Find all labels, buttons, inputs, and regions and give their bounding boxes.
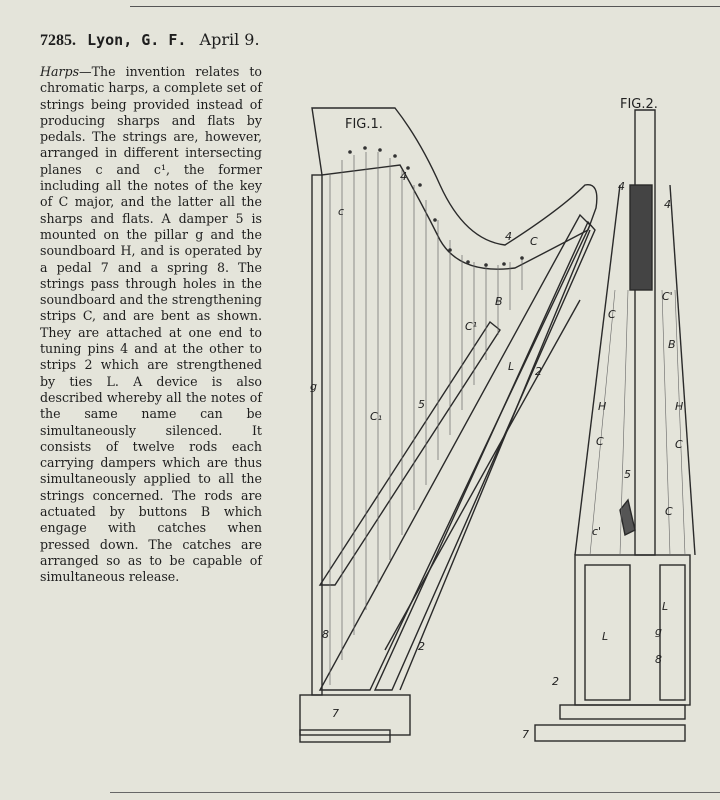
fig1-strings [330, 152, 522, 685]
fig2-neck-block [630, 185, 652, 290]
fig2-label-damper: 5 [624, 468, 631, 481]
fig2-label-c-low: C [665, 505, 673, 518]
fig1-soundboard [320, 215, 590, 690]
tuning-pin [502, 262, 506, 266]
fig1-label-c: c [338, 205, 345, 218]
fig2-label-g: g [655, 625, 662, 638]
fig2-harp [535, 110, 695, 741]
fig2-plinth [560, 705, 685, 719]
fig2-title: FIG.2. [620, 97, 658, 112]
fig2-label-strip: 2 [552, 675, 559, 688]
abstract-body: —The invention relates to chromatic harps, a complete set of strings being provided instead of producing sharps and flats by pedals. The strings are, however, arranged in different intersecting planes c and c¹, the former including all the notes of the key of C major, and the latter all the sharps and flats. A damper 5 is mounted on the pillar g and the soundboard H, and is operated by a pedal 7 and a spring 8. The strings pass through holes in the soundboard and the strengthening strips C, and are bent as shown. They are attached at one end to tuning pins 4 and at the other to strips 2 which are strengthened by ties L. A device is also described whereby all the notes of the same name can be simultaneously silenced. It consists of twelve rods each carrying dampers which are thus simultaneously applied to all the strings concerned. The rods are actuated by buttons B which engage with catches when pressed down. The catches are arranged so as to be capable of simultaneous release. [40, 64, 262, 585]
fig2-label-h-left: H [598, 400, 607, 413]
tuning-pin [348, 150, 352, 154]
fig1-label-c1: C¹ [465, 320, 478, 333]
fig2-base-body [575, 555, 690, 705]
fig1-label-strip: 2 [535, 365, 542, 378]
fig1-damper-bar [320, 322, 500, 585]
tuning-pin [378, 148, 382, 152]
tuning-pin [466, 260, 470, 264]
fig2-label-pin-left: 4 [618, 180, 625, 193]
fig2-label-c1-top: C' [662, 290, 673, 303]
fig1-pillar [312, 175, 322, 695]
fig2-column [635, 110, 655, 555]
fig2-label-c1-low: c' [592, 525, 602, 538]
fig1-title: FIG.1. [345, 117, 383, 132]
tuning-pin [520, 256, 524, 260]
fig1-label-pedal: 7 [332, 707, 339, 720]
fig1-soundboard-back [375, 222, 595, 690]
fig1-label-strip-b: 2 [418, 640, 425, 653]
fig1-harp [300, 108, 597, 742]
fig2-damper [620, 500, 635, 535]
harp-drawing-svg [290, 90, 710, 755]
fig-titles [345, 97, 658, 132]
tuning-pin [433, 218, 437, 222]
patent-drawing [290, 90, 710, 755]
fig2-label-l-left: L [602, 630, 609, 643]
fig1-label-pin: 4 [400, 170, 407, 183]
fig2-label-spring: 8 [655, 653, 662, 666]
fig1-base [300, 695, 410, 735]
fig1-label-c-right: C [530, 235, 538, 248]
tuning-pin [393, 154, 397, 158]
fig2-side-left [575, 185, 620, 555]
tuning-pin [363, 146, 367, 150]
fig2-label-c-mid-right: C [675, 438, 683, 451]
top-rule [130, 6, 720, 7]
tuning-pin [484, 263, 488, 267]
fig2-label-pin-right: 4 [664, 198, 671, 211]
fig2-pedal-board [535, 725, 685, 741]
fig2-label-h-right: H [675, 400, 684, 413]
fig2-label-c-left: C [608, 308, 616, 321]
bottom-rule [110, 792, 720, 793]
fig1-label-c1-lower: C₁ [370, 410, 383, 423]
tuning-pin [448, 248, 452, 252]
fig2-rod-housing-right [660, 565, 685, 700]
fig2-label-c-mid-left: C [596, 435, 604, 448]
entry-header [40, 30, 340, 50]
patent-number: 7285. [40, 32, 76, 49]
inventor-name: Lyon, G. F. [87, 31, 187, 49]
fig1-tuning-pins [348, 146, 524, 267]
fig1-label-damper: 5 [418, 398, 425, 411]
abstract-subject: Harps [40, 64, 80, 79]
tuning-pin [418, 183, 422, 187]
fig1-label-spring: 8 [322, 628, 329, 641]
abstract-text [40, 64, 262, 586]
fig1-label-l: L [508, 360, 515, 373]
fig1-label-pin-b: 4 [505, 230, 512, 243]
fig2-reference-labels [522, 180, 683, 741]
fig2-label-b: B [668, 338, 676, 351]
fig2-label-pedal: 7 [522, 728, 529, 741]
fig1-label-g: g [310, 380, 317, 393]
fig1-pedal-box [300, 730, 390, 742]
fig1-label-b: B [495, 295, 503, 308]
fig1-neck [312, 108, 597, 269]
fig2-label-l-right: L [662, 600, 669, 613]
patent-date: April 9. [199, 30, 260, 49]
fig2-side-right [670, 185, 695, 555]
